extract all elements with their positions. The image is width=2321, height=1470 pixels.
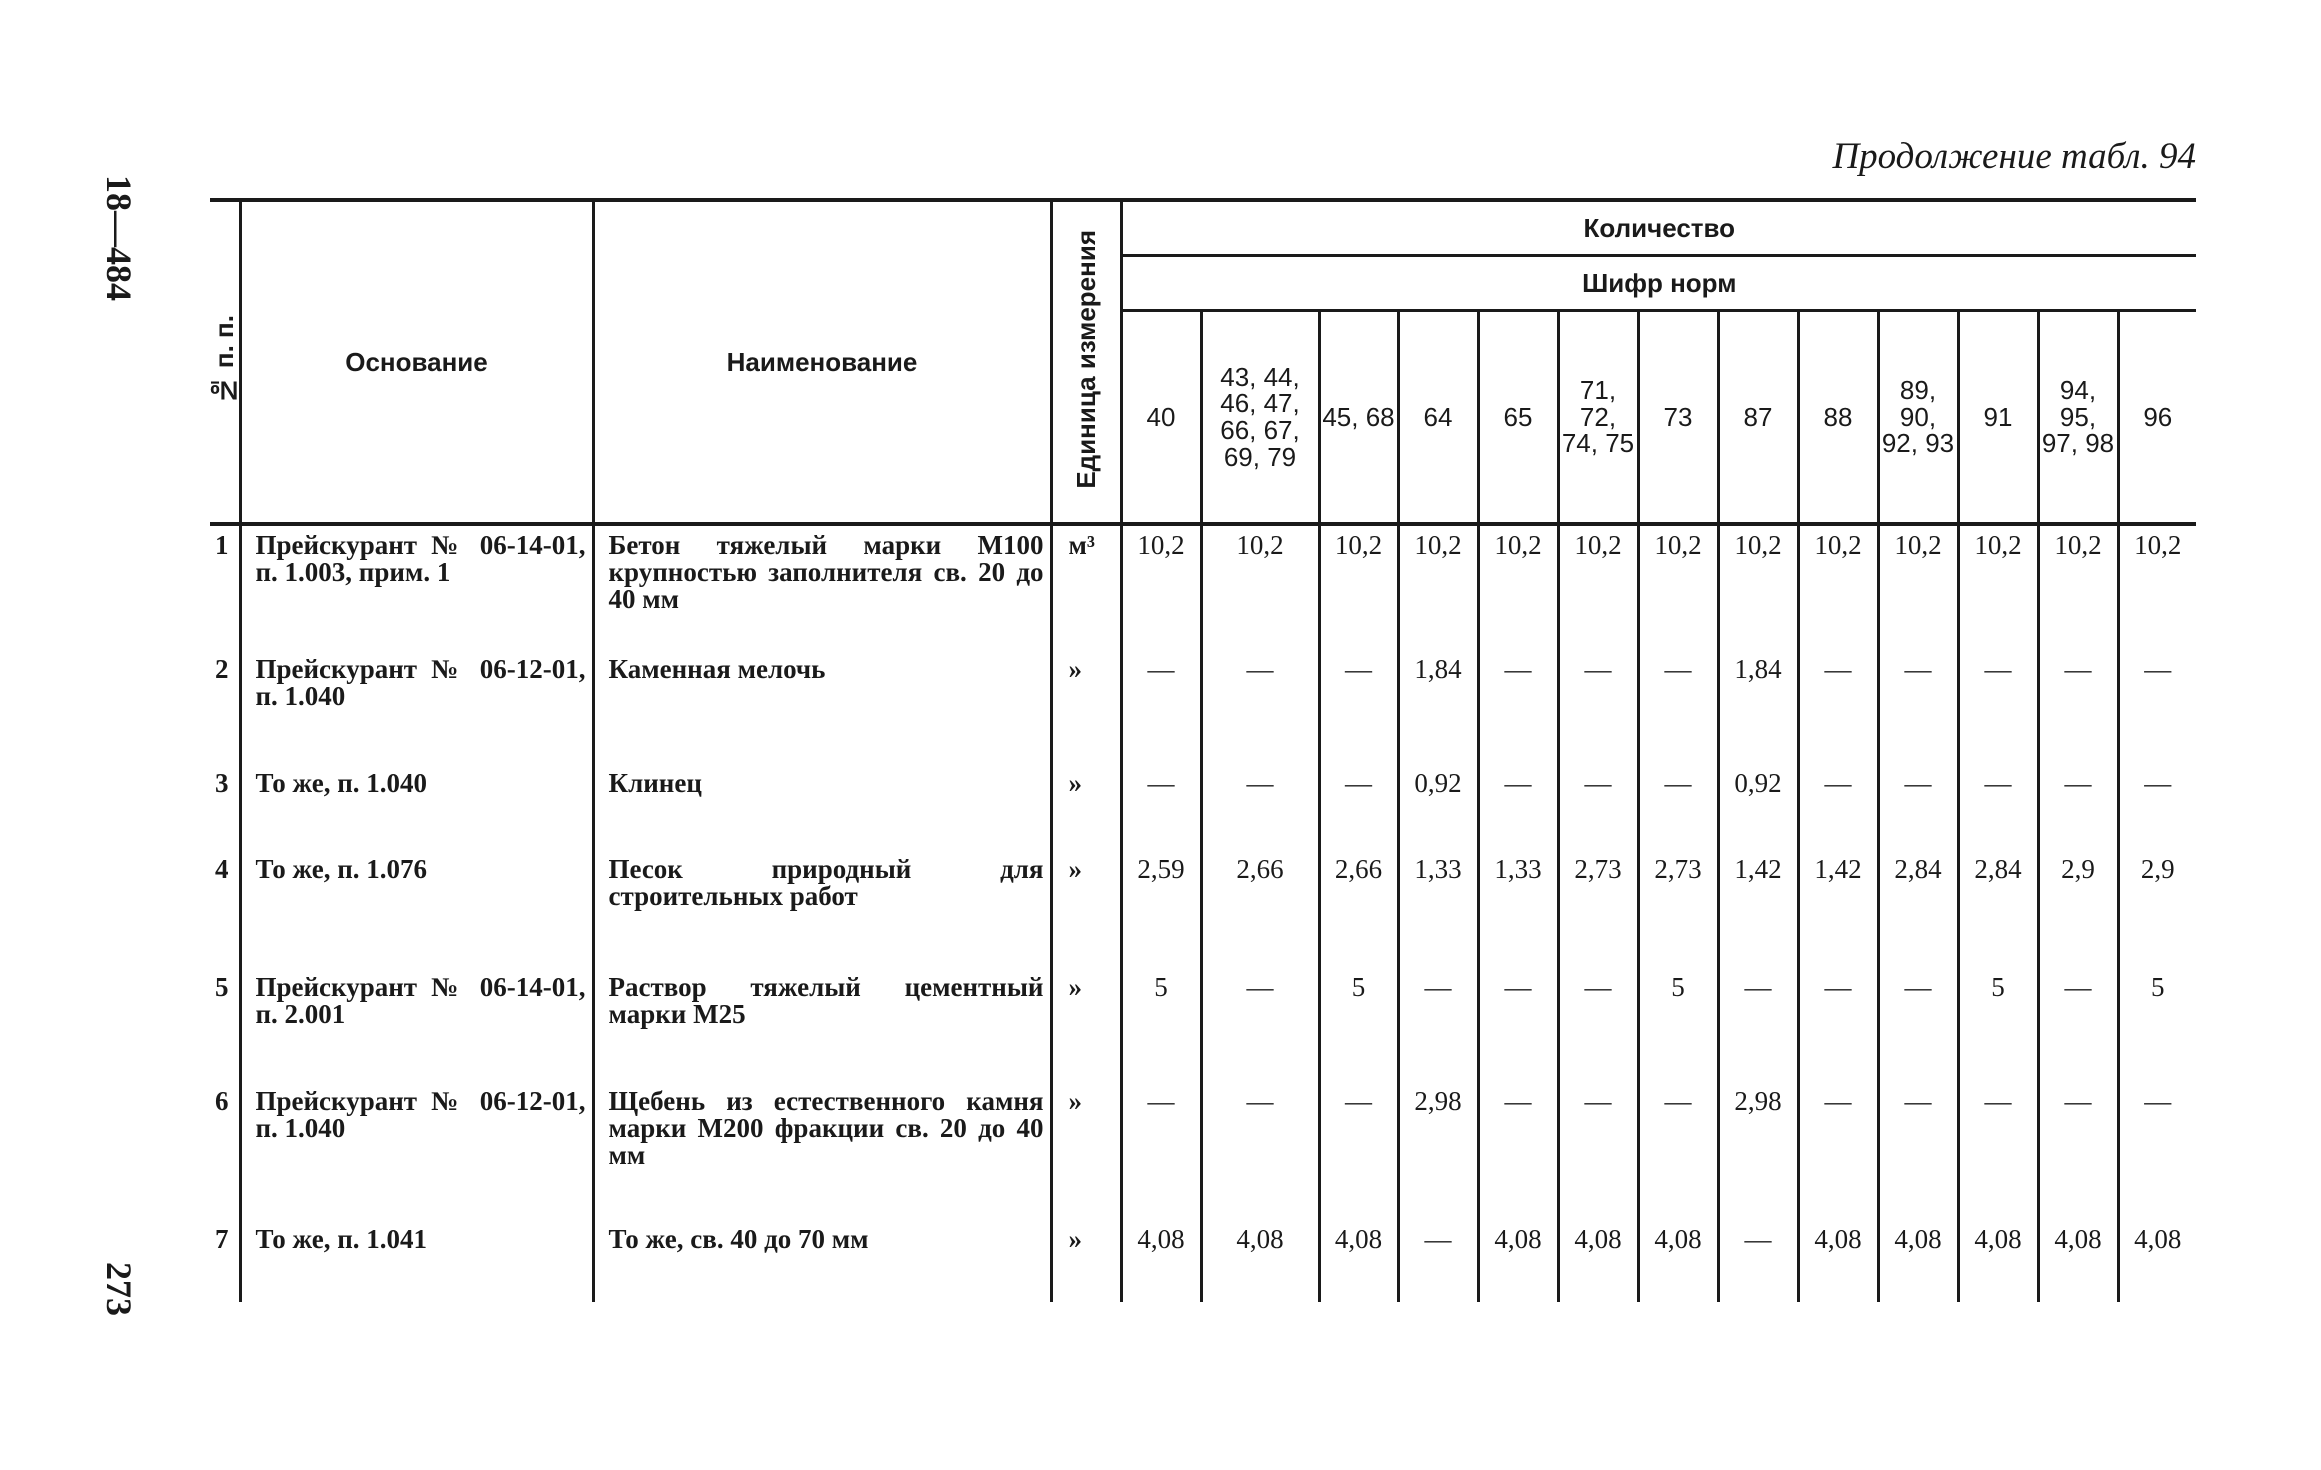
row-name: Клинец bbox=[593, 764, 1051, 850]
quantity-cell: 2,66 bbox=[1201, 850, 1319, 968]
quantity-cell: 2,9 bbox=[2118, 850, 2196, 968]
quantity-cell: — bbox=[1798, 968, 1878, 1082]
code-header: 65 bbox=[1478, 311, 1558, 525]
row-basis: То же, п. 1.076 bbox=[240, 850, 593, 968]
quantity-cell: — bbox=[1798, 1082, 1878, 1220]
quantity-cell: 1,84 bbox=[1718, 650, 1798, 764]
code-header: 73 bbox=[1638, 311, 1718, 525]
quantity-cell: 5 bbox=[1958, 968, 2038, 1082]
row-number: 2 bbox=[215, 654, 229, 684]
quantity-cell: — bbox=[2038, 764, 2118, 850]
quantity-cell: 10,2 bbox=[1878, 524, 1958, 650]
page-code: 18—484 bbox=[99, 175, 139, 301]
row-unit: » bbox=[1051, 968, 1121, 1082]
row-name: То же, св. 40 до 70 мм bbox=[593, 1220, 1051, 1302]
row-unit: » bbox=[1051, 1082, 1121, 1220]
quantity-cell: — bbox=[1718, 1220, 1798, 1302]
code-header: 87 bbox=[1718, 311, 1798, 525]
materials-table bbox=[210, 198, 2196, 1302]
quantity-cell: — bbox=[2118, 650, 2196, 764]
table-row bbox=[210, 968, 2196, 1082]
quantity-cell: 4,08 bbox=[1878, 1220, 1958, 1302]
quantity-cell: — bbox=[1121, 1082, 1201, 1220]
quantity-cell: — bbox=[1718, 968, 1798, 1082]
table-row bbox=[210, 1082, 2196, 1220]
quantity-cell: 10,2 bbox=[1558, 524, 1638, 650]
quantity-cell: — bbox=[1798, 764, 1878, 850]
code-header: 94, 95, 97, 98 bbox=[2038, 311, 2118, 525]
row-unit: » bbox=[1051, 764, 1121, 850]
quantity-cell: — bbox=[1478, 968, 1558, 1082]
quantity-cell: 4,08 bbox=[2038, 1220, 2118, 1302]
quantity-cell: — bbox=[1398, 1220, 1478, 1302]
row-name: Каменная мелочь bbox=[593, 650, 1051, 764]
quantity-cell: — bbox=[1638, 764, 1718, 850]
quantity-cell: — bbox=[1478, 650, 1558, 764]
code-header: 91 bbox=[1958, 311, 2038, 525]
quantity-cell: 10,2 bbox=[1478, 524, 1558, 650]
quantity-cell: — bbox=[1878, 764, 1958, 850]
code-header: 64 bbox=[1398, 311, 1478, 525]
code-header: 89, 90, 92, 93 bbox=[1878, 311, 1958, 525]
quantity-cell: 2,84 bbox=[1878, 850, 1958, 968]
row-unit: м³ bbox=[1051, 524, 1121, 650]
quantity-cell: 4,08 bbox=[1201, 1220, 1319, 1302]
quantity-cell: — bbox=[1478, 764, 1558, 850]
quantity-cell: — bbox=[1878, 968, 1958, 1082]
quantity-cell: 2,9 bbox=[2038, 850, 2118, 968]
quantity-cell: — bbox=[2038, 968, 2118, 1082]
row-unit: » bbox=[1051, 850, 1121, 968]
row-name: Щебень из естественного камня марки М200 фракции св. 20 до 40 мм bbox=[593, 1082, 1051, 1220]
quantity-cell: 10,2 bbox=[1398, 524, 1478, 650]
quantity-cell: 1,84 bbox=[1398, 650, 1478, 764]
quantity-cell: 10,2 bbox=[1718, 524, 1798, 650]
quantity-cell: 4,08 bbox=[1638, 1220, 1718, 1302]
quantity-cell: 4,08 bbox=[1558, 1220, 1638, 1302]
row-number: 6 bbox=[215, 1086, 229, 1116]
quantity-cell: 2,84 bbox=[1958, 850, 2038, 968]
table-row bbox=[210, 764, 2196, 850]
row-number: 7 bbox=[215, 1224, 229, 1254]
row-basis: Прейскурант № 06-14-01, п. 1.003, прим. 1 bbox=[240, 524, 593, 650]
quantity-cell: — bbox=[2118, 1082, 2196, 1220]
row-basis: То же, п. 1.040 bbox=[240, 764, 593, 850]
quantity-cell: — bbox=[1878, 1082, 1958, 1220]
quantity-cell: — bbox=[2038, 1082, 2118, 1220]
quantity-cell: 1,42 bbox=[1718, 850, 1798, 968]
quantity-cell: 10,2 bbox=[1958, 524, 2038, 650]
quantity-cell: 4,08 bbox=[1958, 1220, 2038, 1302]
quantity-cell: — bbox=[1478, 1082, 1558, 1220]
header-num: № п. п. bbox=[210, 200, 240, 524]
quantity-cell: 2,66 bbox=[1319, 850, 1398, 968]
quantity-cell: — bbox=[1121, 764, 1201, 850]
quantity-cell: — bbox=[1558, 968, 1638, 1082]
quantity-cell: — bbox=[1798, 650, 1878, 764]
quantity-cell: 4,08 bbox=[1319, 1220, 1398, 1302]
quantity-cell: — bbox=[1878, 650, 1958, 764]
quantity-cell: — bbox=[1958, 764, 2038, 850]
page-number: 273 bbox=[99, 1262, 139, 1316]
row-name: Раствор тяжелый цементный марки М25 bbox=[593, 968, 1051, 1082]
quantity-cell: — bbox=[1319, 1082, 1398, 1220]
quantity-cell: 4,08 bbox=[2118, 1220, 2196, 1302]
quantity-cell: 0,92 bbox=[1718, 764, 1798, 850]
quantity-cell: — bbox=[1201, 764, 1319, 850]
table-row bbox=[210, 524, 2196, 650]
quantity-cell: 10,2 bbox=[2118, 524, 2196, 650]
row-basis: Прейскурант № 06-12-01, п. 1.040 bbox=[240, 1082, 593, 1220]
quantity-cell: 0,92 bbox=[1398, 764, 1478, 850]
header-quantity: Количество bbox=[1121, 200, 2196, 256]
quantity-cell: 2,59 bbox=[1121, 850, 1201, 968]
quantity-cell: 10,2 bbox=[1798, 524, 1878, 650]
code-header: 96 bbox=[2118, 311, 2196, 525]
quantity-cell: 2,73 bbox=[1638, 850, 1718, 968]
quantity-cell: 4,08 bbox=[1121, 1220, 1201, 1302]
quantity-cell: 10,2 bbox=[1638, 524, 1718, 650]
quantity-cell: 10,2 bbox=[1201, 524, 1319, 650]
quantity-cell: — bbox=[2038, 650, 2118, 764]
row-unit: » bbox=[1051, 650, 1121, 764]
quantity-cell: — bbox=[1958, 1082, 2038, 1220]
code-header: 71, 72, 74, 75 bbox=[1558, 311, 1638, 525]
header-name: Наименование bbox=[593, 200, 1051, 524]
row-name: Песок природный для строительных работ bbox=[593, 850, 1051, 968]
quantity-cell: — bbox=[1398, 968, 1478, 1082]
quantity-cell: 10,2 bbox=[1121, 524, 1201, 650]
quantity-cell: 5 bbox=[2118, 968, 2196, 1082]
row-basis: Прейскурант № 06-12-01, п. 1.040 bbox=[240, 650, 593, 764]
quantity-cell: — bbox=[1558, 764, 1638, 850]
quantity-cell: — bbox=[1319, 764, 1398, 850]
row-unit: » bbox=[1051, 1220, 1121, 1302]
quantity-cell: — bbox=[1638, 1082, 1718, 1220]
row-number: 1 bbox=[215, 530, 229, 560]
quantity-cell: — bbox=[1319, 650, 1398, 764]
table-row bbox=[210, 1220, 2196, 1302]
quantity-cell: 1,33 bbox=[1478, 850, 1558, 968]
header-unit: Единица измерения bbox=[1051, 200, 1121, 524]
quantity-cell: — bbox=[1558, 1082, 1638, 1220]
quantity-cell: — bbox=[1638, 650, 1718, 764]
quantity-cell: 10,2 bbox=[1319, 524, 1398, 650]
row-name: Бетон тяжелый марки М100 крупностью заполнителя св. 20 до 40 мм bbox=[593, 524, 1051, 650]
header-norms: Шифр норм bbox=[1121, 256, 2196, 311]
code-header: 45, 68 bbox=[1319, 311, 1398, 525]
quantity-cell: 4,08 bbox=[1798, 1220, 1878, 1302]
row-number: 5 bbox=[215, 972, 229, 1002]
row-basis: То же, п. 1.041 bbox=[240, 1220, 593, 1302]
quantity-cell: — bbox=[1201, 650, 1319, 764]
quantity-cell: 2,98 bbox=[1718, 1082, 1798, 1220]
code-header: 43, 44, 46, 47, 66, 67, 69, 79 bbox=[1201, 311, 1319, 525]
quantity-cell: 4,08 bbox=[1478, 1220, 1558, 1302]
quantity-cell: 10,2 bbox=[2038, 524, 2118, 650]
quantity-cell: 2,73 bbox=[1558, 850, 1638, 968]
quantity-cell: 5 bbox=[1638, 968, 1718, 1082]
quantity-cell: — bbox=[1201, 968, 1319, 1082]
code-header: 88 bbox=[1798, 311, 1878, 525]
quantity-cell: — bbox=[1958, 650, 2038, 764]
table-row bbox=[210, 850, 2196, 968]
quantity-cell: 1,33 bbox=[1398, 850, 1478, 968]
row-number: 4 bbox=[215, 854, 229, 884]
quantity-cell: — bbox=[1201, 1082, 1319, 1220]
quantity-cell: — bbox=[1558, 650, 1638, 764]
quantity-cell: 5 bbox=[1121, 968, 1201, 1082]
header-basis: Основание bbox=[240, 200, 593, 524]
code-header: 40 bbox=[1121, 311, 1201, 525]
quantity-cell: 5 bbox=[1319, 968, 1398, 1082]
table-caption: Продолжение табл. 94 bbox=[1832, 136, 2196, 177]
table-row bbox=[210, 650, 2196, 764]
quantity-cell: — bbox=[2118, 764, 2196, 850]
row-basis: Прейскурант № 06-14-01, п. 2.001 bbox=[240, 968, 593, 1082]
quantity-cell: 2,98 bbox=[1398, 1082, 1478, 1220]
quantity-cell: 1,42 bbox=[1798, 850, 1878, 968]
quantity-cell: — bbox=[1121, 650, 1201, 764]
row-number: 3 bbox=[215, 768, 229, 798]
